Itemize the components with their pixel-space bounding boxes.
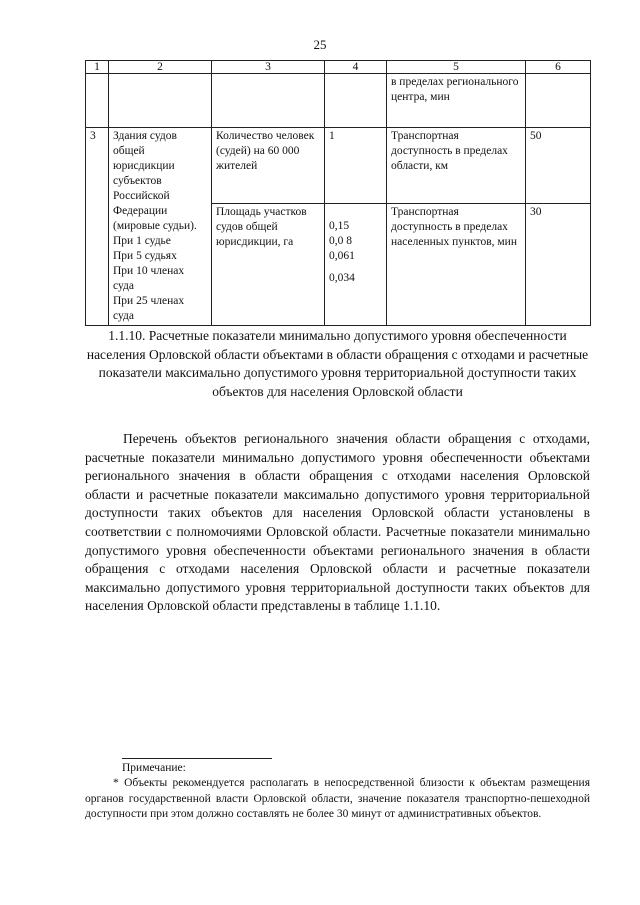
header-cell: 1 bbox=[86, 61, 109, 74]
facility-line: общей bbox=[113, 145, 145, 157]
section-heading: 1.1.10. Расчетные показатели минимально допустимого уровня обеспеченности населения Орловской области объектами в области обращения с отходами и расчетные показатели максимально допустимого уровня территориальной доступности таких объектов для населения Орловской области bbox=[86, 328, 589, 399]
footnote-divider bbox=[122, 758, 272, 759]
table-row-3a bbox=[86, 128, 591, 204]
page-number: 25 bbox=[313, 37, 327, 52]
facility-line: суда bbox=[113, 310, 134, 322]
facility-line: Федерации bbox=[113, 205, 168, 217]
cell-row-number: 3 bbox=[86, 128, 109, 326]
body-paragraph bbox=[85, 430, 590, 616]
cell-values-area bbox=[325, 203, 387, 325]
facility-line: При 1 судье bbox=[113, 235, 171, 247]
header-cell: 4 bbox=[325, 61, 387, 74]
area-value: 0,034 bbox=[329, 271, 355, 284]
cell-value-people: 1 bbox=[325, 128, 387, 204]
area-value: 0,0 8 bbox=[329, 234, 352, 247]
facility-line: При 5 судьях bbox=[113, 250, 177, 262]
table-header-row bbox=[86, 61, 591, 74]
table-row-continuation bbox=[86, 74, 591, 128]
header-cell: 2 bbox=[109, 61, 212, 74]
cell-indicator-people: Количество человек (судей) на 60 000 жителей bbox=[212, 128, 325, 204]
facility-line: Здания судов bbox=[113, 130, 177, 142]
footnote-title: Примечание: bbox=[122, 762, 186, 774]
cell-access-region: Транспортная доступность в пределах области, км bbox=[387, 128, 526, 204]
cell-facility bbox=[109, 128, 212, 326]
header-cell: 3 bbox=[212, 61, 325, 74]
cell-access-settlements: Транспортная доступность в пределах населенных пунктов, мин bbox=[387, 203, 526, 325]
facility-line: юрисдикции bbox=[113, 160, 175, 172]
facility-line: (мировые судьи). bbox=[113, 220, 197, 232]
facility-line: суда bbox=[113, 280, 134, 292]
cell-indicator-area: Площадь участков судов общей юрисдикции, га bbox=[212, 203, 325, 325]
footnote-text-content: * Объекты рекомендуется располагать в непосредственной близости к объектам размещения органов государственной власти Орловской области, значение показателя транспортно-пешеходной доступности при этом должно составлять не более 30 минут от административных объектов. bbox=[85, 777, 590, 820]
norms-table bbox=[85, 60, 591, 326]
cell-norm-km: 50 bbox=[526, 128, 591, 204]
facility-line: При 25 членах bbox=[113, 295, 185, 307]
area-value: 0,061 bbox=[329, 249, 355, 262]
facility-line: При 10 членах bbox=[113, 265, 185, 277]
header-cell: 5 bbox=[387, 61, 526, 74]
facility-line: Российской bbox=[113, 190, 170, 202]
facility-text bbox=[113, 129, 207, 324]
area-value: 0,15 bbox=[329, 219, 350, 232]
cell-norm-min: 30 bbox=[526, 203, 591, 325]
body-paragraph-text: Перечень объектов регионального значения области обращения с отходами, расчетные показатели минимально допустимого уровня обеспеченности объектами регионального значения в области обращения с отходами населения Орловской области и расчетные показатели максимально допустимого уровня территориальной доступности таких объектов для населения Орловской области установлены в соответствии с полномочиями Орловской области. Расчетные показатели минимально допустимого уровня обеспеченности объектами регионального значения в области обращения с отходами населения Орловской области и расчетные показатели максимально допустимого уровня территориальной доступности таких объектов для населения Орловской области представлены в таблице 1.1.10. bbox=[85, 431, 590, 614]
header-cell: 6 bbox=[526, 61, 591, 74]
cell-access-continuation: в пределах регионального центра, мин bbox=[387, 74, 526, 128]
facility-line: субъектов bbox=[113, 175, 162, 187]
footnote-text bbox=[85, 776, 590, 823]
